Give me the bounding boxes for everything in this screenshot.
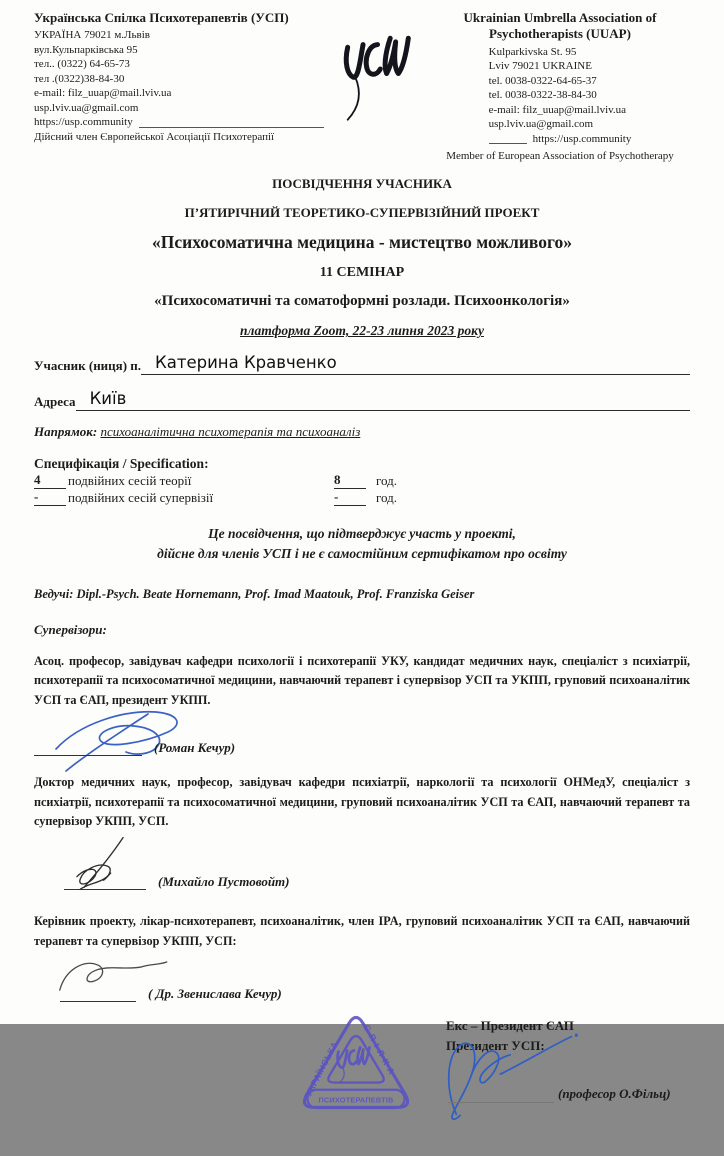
certificate-heading: ПОСВІДЧЕННЯ УЧАСНИКА bbox=[272, 176, 452, 192]
signature-line bbox=[64, 889, 146, 890]
signature-block-pustovoit bbox=[34, 836, 690, 898]
org-website-text: https://usp.community bbox=[532, 132, 632, 145]
signature-block-kechur bbox=[34, 713, 690, 759]
address-label: Адреса bbox=[34, 394, 76, 410]
divider-line bbox=[139, 127, 324, 128]
direction-label: Напрямок: bbox=[34, 424, 98, 440]
title-section bbox=[34, 176, 690, 339]
org-phone-line: тел .(0322)38-84-30 bbox=[34, 72, 125, 85]
supervision-hours-count: - bbox=[334, 492, 366, 506]
org-email-line: e-mail: filz_uuap@mail.lviv.ua bbox=[488, 103, 627, 116]
org-block-english bbox=[430, 10, 690, 162]
org-website-line bbox=[34, 115, 326, 130]
spec-row-supervision bbox=[34, 490, 690, 506]
logo-container bbox=[326, 10, 430, 130]
project-heading: П’ЯТИРІЧНИЙ ТЕОРЕТИКО-СУПЕРВІЗІЙНИЙ ПРОЕКТ bbox=[184, 205, 540, 221]
direction-row bbox=[34, 424, 690, 440]
supervisor2-bio: Доктор медичних наук, професор, завідувач кафедри психіатрії, наркології та психології ОНМедУ, спеціаліст з психіатрії, психотерапії та психосоматичної медицини, груповий психоаналітик УСП та ЄАП, навчаючий терапевт та супервізор УКПП, УСП. bbox=[34, 774, 690, 829]
org-membership-ua: Дійсний член Європейської Асоціації Психотерапії bbox=[34, 130, 275, 143]
seminar-number: 11 СЕМІНАР bbox=[319, 265, 405, 281]
supervision-sessions-label: подвійних сесій супервізії bbox=[68, 490, 214, 506]
validity-statement bbox=[34, 524, 690, 565]
org-address-line: Lviv 79021 UKRAINE bbox=[488, 60, 592, 73]
stamp-text-left: УКРАЇНСЬКА bbox=[303, 1039, 340, 1098]
org-email-line: usp.lviv.ua@gmail.com bbox=[488, 118, 594, 131]
org-block-ukrainian bbox=[34, 10, 326, 143]
supervisor1-name: (Роман Кечур) bbox=[154, 739, 236, 755]
supervisor1-bio: Асоц. професор, завідувач кафедри психології і психотерапії УКУ, кандидат медичних наук, спеціаліст з психіатрії, психотерапії та психосоматичної медицини, навчаючий терапевт і супервізор УСП та УКПП, груповий психоаналітик УСП та ЄАП, президент УКПП. bbox=[34, 653, 690, 708]
specification-heading: Специфікація / Specification: bbox=[34, 456, 209, 472]
header bbox=[34, 10, 690, 162]
address-value: Київ bbox=[89, 389, 127, 409]
signature-line bbox=[60, 1001, 136, 1002]
signature-filts-icon bbox=[432, 1028, 592, 1124]
org-address-line: вул.Кульпарківська 95 bbox=[34, 43, 138, 56]
theory-sessions-count: 4 bbox=[34, 475, 66, 489]
org-email-line: usp.lviv.ua@gmail.com bbox=[34, 101, 139, 114]
president-title1: Екс – Президент ЄАП bbox=[446, 1017, 574, 1033]
presenters-line: Ведучі: Dipl.-Psych. Beate Hornemann, Prof. Imad Maatouk, Prof. Franziska Geiser bbox=[34, 586, 475, 601]
supervisor2-name: (Михайло Пустовойт) bbox=[158, 874, 290, 890]
seminar-topic: «Психосоматичні та соматоформні розлади. Психоонкологія» bbox=[154, 293, 570, 310]
participant-name-label: Учасник (ниця) п. bbox=[34, 358, 142, 374]
org-address-line: УКРАЇНА 79021 м.Львів bbox=[34, 29, 150, 42]
usp-triangle-stamp-icon bbox=[294, 1010, 418, 1120]
org-phone-line: tel. 0038-0322-38-84-30 bbox=[488, 89, 597, 102]
statement-line1: Це посвідчення, що підтверджує участь у проекті, bbox=[208, 526, 516, 542]
supervision-sessions-count: - bbox=[34, 492, 66, 506]
participant-name-value: Катерина Кравченко bbox=[155, 353, 337, 373]
statement-line2: дійсне для членів УСП і не є самостійним сертифікатом про освіту bbox=[157, 546, 567, 562]
divider-line bbox=[489, 143, 527, 144]
supervisors-heading: Супервізори: bbox=[34, 621, 107, 637]
participant-form bbox=[34, 353, 690, 440]
hours-unit: год. bbox=[376, 490, 397, 506]
signature-line bbox=[448, 1102, 554, 1103]
address-field bbox=[76, 389, 690, 411]
participant-name-row bbox=[34, 353, 690, 375]
address-row bbox=[34, 389, 690, 411]
specification-section bbox=[34, 456, 690, 506]
org-address-line: Kulparkivska St. 95 bbox=[488, 45, 577, 58]
org-phone-line: тел.. (0322) 64-65-73 bbox=[34, 58, 130, 71]
direction-value: психоаналітична психотерапія та психоаналіз bbox=[100, 424, 361, 440]
org-title-ua: Українська Спілка Психотерапевтів (УСП) bbox=[34, 10, 289, 25]
project-name: «Психосоматична медицина - мистецтво можливого» bbox=[151, 232, 572, 253]
project-leader-name: ( Др. Звенислава Кечур) bbox=[148, 985, 282, 1001]
org-membership-en: Member of European Association of Psychotherapy bbox=[446, 150, 674, 163]
stamp-text-bottom: ПСИХОТЕРАПЕВТІВ bbox=[318, 1095, 394, 1105]
spec-row-theory bbox=[34, 473, 690, 489]
org-website-text: https://usp.community bbox=[34, 116, 133, 129]
org-phone-line: tel. 0038-0322-64-65-37 bbox=[488, 74, 597, 87]
usp-monogram-icon bbox=[335, 18, 421, 130]
theory-sessions-label: подвійних сесій теорії bbox=[68, 473, 192, 489]
participant-name-field bbox=[141, 353, 690, 375]
president-name: (професор О.Фільц) bbox=[558, 1085, 671, 1101]
project-leader-bio: Керівник проекту, лікар-психотерапевт, психоаналітик, член IPA, груповий психоаналітик УСП та ЄАП, навчаючий терапевт та супервізор УКПП, УСП: bbox=[34, 914, 690, 948]
theory-hours-count: 8 bbox=[334, 475, 366, 489]
hours-unit: год. bbox=[376, 473, 397, 489]
bottom-section bbox=[34, 1010, 690, 1156]
stamp-text-right: СПІЛКА bbox=[361, 1022, 399, 1080]
org-email-line: e-mail: filz_uuap@mail.lviv.ua bbox=[34, 87, 172, 100]
signature-line bbox=[34, 755, 142, 756]
org-website-line bbox=[489, 132, 632, 147]
president-title2: Президент УСП: bbox=[446, 1037, 545, 1053]
signature-block-zvenyslava bbox=[34, 956, 690, 1006]
event-info: платформа Zoom, 22-23 липня 2023 року bbox=[240, 323, 484, 339]
org-title-en: Ukrainian Umbrella Association of Psychotherapists (UUAP) bbox=[463, 10, 657, 42]
